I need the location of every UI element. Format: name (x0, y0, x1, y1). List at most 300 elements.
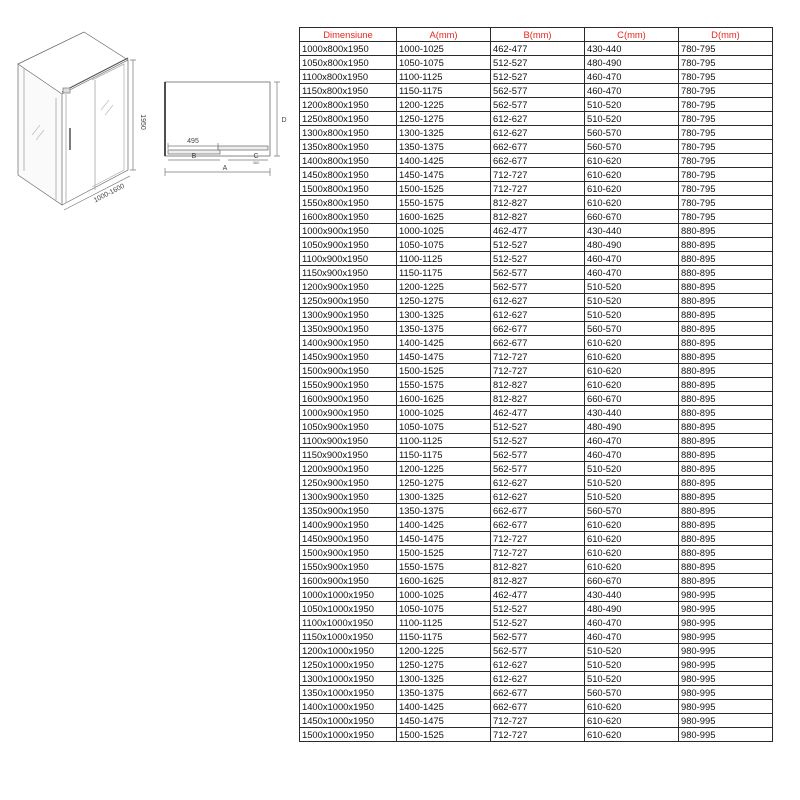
cell-c: 510-520 (585, 644, 679, 658)
cell-b: 612-627 (491, 126, 585, 140)
cell-a: 1150-1175 (397, 630, 491, 644)
cell-dimensiune: 1350x800x1950 (300, 140, 397, 154)
cell-b: 462-477 (491, 588, 585, 602)
cell-a: 1400-1425 (397, 336, 491, 350)
cell-dimensiune: 1000x900x1950 (300, 406, 397, 420)
cell-b: 512-527 (491, 238, 585, 252)
cell-b: 462-477 (491, 224, 585, 238)
cell-b: 662-677 (491, 686, 585, 700)
table-row (300, 70, 773, 84)
cell-d: 880-895 (679, 378, 773, 392)
cell-c: 460-470 (585, 434, 679, 448)
cell-a: 1250-1275 (397, 294, 491, 308)
cell-c: 610-620 (585, 518, 679, 532)
cell-b: 612-627 (491, 490, 585, 504)
table-row (300, 140, 773, 154)
table-row (300, 728, 773, 742)
cell-c: 610-620 (585, 336, 679, 350)
cell-c: 660-670 (585, 210, 679, 224)
cell-d: 880-895 (679, 350, 773, 364)
cell-d: 880-895 (679, 336, 773, 350)
cell-d: 980-995 (679, 728, 773, 742)
cell-b: 712-727 (491, 714, 585, 728)
cell-c: 480-490 (585, 56, 679, 70)
plan-drawing (165, 82, 280, 176)
cell-dimensiune: 1600x900x1950 (300, 574, 397, 588)
cell-d: 880-895 (679, 280, 773, 294)
cell-a: 1550-1575 (397, 378, 491, 392)
cell-b: 512-527 (491, 434, 585, 448)
table-row (300, 574, 773, 588)
cell-d: 780-795 (679, 168, 773, 182)
table-row (300, 546, 773, 560)
cell-a: 1300-1325 (397, 308, 491, 322)
cell-d: 780-795 (679, 84, 773, 98)
cell-b: 612-627 (491, 476, 585, 490)
table-row (300, 602, 773, 616)
cell-b: 812-827 (491, 392, 585, 406)
table-row (300, 266, 773, 280)
cell-b: 662-677 (491, 518, 585, 532)
cell-dimensiune: 1450x900x1950 (300, 532, 397, 546)
cell-c: 560-570 (585, 504, 679, 518)
cell-b: 562-577 (491, 266, 585, 280)
table-row (300, 462, 773, 476)
cell-dimensiune: 1550x800x1950 (300, 196, 397, 210)
table-row (300, 406, 773, 420)
cell-c: 510-520 (585, 490, 679, 504)
header-b: B(mm) (491, 28, 585, 42)
cell-c: 460-470 (585, 252, 679, 266)
cell-b: 812-827 (491, 574, 585, 588)
cell-dimensiune: 1000x800x1950 (300, 42, 397, 56)
cell-c: 460-470 (585, 70, 679, 84)
cell-a: 1050-1075 (397, 56, 491, 70)
cell-d: 980-995 (679, 616, 773, 630)
cell-d: 880-895 (679, 518, 773, 532)
cell-dimensiune: 1250x1000x1950 (300, 658, 397, 672)
cell-c: 430-440 (585, 42, 679, 56)
cell-dimensiune: 1250x900x1950 (300, 476, 397, 490)
cell-a: 1300-1325 (397, 672, 491, 686)
cell-b: 612-627 (491, 308, 585, 322)
table-row (300, 378, 773, 392)
cell-c: 560-570 (585, 322, 679, 336)
header-a: A(mm) (397, 28, 491, 42)
cell-dimensiune: 1450x1000x1950 (300, 714, 397, 728)
cell-dimensiune: 1350x900x1950 (300, 322, 397, 336)
cell-d: 980-995 (679, 602, 773, 616)
cell-a: 1000-1025 (397, 224, 491, 238)
cell-dimensiune: 1400x1000x1950 (300, 700, 397, 714)
plan-b-label: B (191, 153, 197, 160)
cell-d: 880-895 (679, 322, 773, 336)
cell-a: 1550-1575 (397, 196, 491, 210)
cell-b: 662-677 (491, 700, 585, 714)
table-row (300, 308, 773, 322)
cell-b: 612-627 (491, 672, 585, 686)
cell-dimensiune: 1250x800x1950 (300, 112, 397, 126)
cell-dimensiune: 1500x1000x1950 (300, 728, 397, 742)
cell-c: 480-490 (585, 238, 679, 252)
cell-d: 880-895 (679, 266, 773, 280)
header-dimensiune: Dimensiune (300, 28, 397, 42)
cell-d: 880-895 (679, 434, 773, 448)
cell-d: 780-795 (679, 210, 773, 224)
cell-dimensiune: 1350x900x1950 (300, 504, 397, 518)
plan-small-label: 360 (252, 160, 260, 165)
cell-a: 1450-1475 (397, 168, 491, 182)
perspective-height-label: 1950 (139, 114, 146, 130)
cell-dimensiune: 1000x900x1950 (300, 224, 397, 238)
cell-c: 510-520 (585, 658, 679, 672)
cell-c: 510-520 (585, 98, 679, 112)
cell-dimensiune: 1400x900x1950 (300, 336, 397, 350)
table-row (300, 182, 773, 196)
cell-dimensiune: 1300x1000x1950 (300, 672, 397, 686)
cell-d: 880-895 (679, 504, 773, 518)
perspective-width-label: 1000-1600 (92, 182, 126, 205)
cell-a: 1300-1325 (397, 126, 491, 140)
cell-dimensiune: 1600x800x1950 (300, 210, 397, 224)
cell-c: 610-620 (585, 154, 679, 168)
cell-b: 512-527 (491, 56, 585, 70)
cell-c: 660-670 (585, 392, 679, 406)
cell-dimensiune: 1100x1000x1950 (300, 616, 397, 630)
cell-b: 812-827 (491, 210, 585, 224)
cell-a: 1250-1275 (397, 112, 491, 126)
cell-dimensiune: 1050x1000x1950 (300, 602, 397, 616)
cell-dimensiune: 1600x900x1950 (300, 392, 397, 406)
table-row (300, 210, 773, 224)
plan-a-label: A (222, 165, 228, 172)
table-row (300, 588, 773, 602)
cell-a: 1350-1375 (397, 140, 491, 154)
table-row (300, 294, 773, 308)
cell-d: 780-795 (679, 140, 773, 154)
cell-d: 780-795 (679, 98, 773, 112)
cell-dimensiune: 1050x900x1950 (300, 420, 397, 434)
table-row (300, 322, 773, 336)
cell-a: 1050-1075 (397, 238, 491, 252)
cell-b: 812-827 (491, 196, 585, 210)
table-row (300, 518, 773, 532)
cell-c: 430-440 (585, 588, 679, 602)
table-row (300, 448, 773, 462)
cell-d: 780-795 (679, 182, 773, 196)
cell-c: 460-470 (585, 84, 679, 98)
cell-a: 1200-1225 (397, 644, 491, 658)
cell-dimensiune: 1500x800x1950 (300, 182, 397, 196)
cell-dimensiune: 1300x800x1950 (300, 126, 397, 140)
table-row (300, 42, 773, 56)
cell-b: 662-677 (491, 504, 585, 518)
cell-d: 980-995 (679, 630, 773, 644)
cell-a: 1300-1325 (397, 490, 491, 504)
table-row (300, 686, 773, 700)
cell-d: 880-895 (679, 238, 773, 252)
cell-dimensiune: 1350x1000x1950 (300, 686, 397, 700)
table-row (300, 112, 773, 126)
cell-c: 610-620 (585, 364, 679, 378)
cell-a: 1200-1225 (397, 98, 491, 112)
cell-b: 662-677 (491, 140, 585, 154)
cell-b: 562-577 (491, 630, 585, 644)
table-row (300, 560, 773, 574)
cell-b: 662-677 (491, 154, 585, 168)
cell-dimensiune: 1500x900x1950 (300, 546, 397, 560)
table-body (300, 42, 773, 742)
cell-a: 1500-1525 (397, 546, 491, 560)
cell-d: 880-895 (679, 252, 773, 266)
cell-b: 462-477 (491, 42, 585, 56)
cell-dimensiune: 1150x900x1950 (300, 266, 397, 280)
cell-dimensiune: 1200x900x1950 (300, 462, 397, 476)
technical-drawings (0, 0, 300, 800)
header-c: C(mm) (585, 28, 679, 42)
cell-dimensiune: 1100x800x1950 (300, 70, 397, 84)
cell-dimensiune: 1000x1000x1950 (300, 588, 397, 602)
table-row (300, 224, 773, 238)
table-row (300, 532, 773, 546)
cell-d: 780-795 (679, 112, 773, 126)
cell-a: 1600-1625 (397, 392, 491, 406)
cell-dimensiune: 1050x900x1950 (300, 238, 397, 252)
cell-dimensiune: 1450x900x1950 (300, 350, 397, 364)
cell-c: 510-520 (585, 112, 679, 126)
cell-b: 612-627 (491, 658, 585, 672)
cell-dimensiune: 1550x900x1950 (300, 378, 397, 392)
table-row (300, 280, 773, 294)
cell-c: 510-520 (585, 462, 679, 476)
cell-dimensiune: 1200x900x1950 (300, 280, 397, 294)
cell-b: 712-727 (491, 182, 585, 196)
cell-dimensiune: 1250x900x1950 (300, 294, 397, 308)
cell-d: 880-895 (679, 476, 773, 490)
table-row (300, 196, 773, 210)
plan-d-label: D (281, 117, 287, 124)
cell-b: 712-727 (491, 728, 585, 742)
cell-dimensiune: 1150x900x1950 (300, 448, 397, 462)
cell-d: 880-895 (679, 532, 773, 546)
cell-c: 610-620 (585, 728, 679, 742)
cell-d: 880-895 (679, 224, 773, 238)
cell-a: 1000-1025 (397, 42, 491, 56)
table-row (300, 252, 773, 266)
cell-d: 880-895 (679, 308, 773, 322)
table-header (300, 28, 773, 42)
cell-a: 1100-1125 (397, 252, 491, 266)
cell-c: 610-620 (585, 560, 679, 574)
cell-a: 1500-1525 (397, 728, 491, 742)
cell-b: 712-727 (491, 532, 585, 546)
cell-a: 1000-1025 (397, 406, 491, 420)
cell-d: 780-795 (679, 154, 773, 168)
cell-a: 1450-1475 (397, 532, 491, 546)
table-row (300, 434, 773, 448)
table-row (300, 98, 773, 112)
cell-dimensiune: 1100x900x1950 (300, 252, 397, 266)
cell-b: 812-827 (491, 378, 585, 392)
table-row (300, 476, 773, 490)
table-row (300, 672, 773, 686)
cell-c: 460-470 (585, 448, 679, 462)
cell-b: 712-727 (491, 364, 585, 378)
cell-d: 880-895 (679, 462, 773, 476)
cell-c: 610-620 (585, 168, 679, 182)
cell-c: 510-520 (585, 308, 679, 322)
cell-d: 880-895 (679, 560, 773, 574)
table-row (300, 658, 773, 672)
cell-d: 980-995 (679, 686, 773, 700)
perspective-drawing (18, 32, 136, 210)
cell-a: 1150-1175 (397, 84, 491, 98)
cell-d: 980-995 (679, 658, 773, 672)
table-row (300, 336, 773, 350)
cell-a: 1600-1625 (397, 574, 491, 588)
cell-c: 610-620 (585, 714, 679, 728)
cell-a: 1200-1225 (397, 280, 491, 294)
cell-a: 1050-1075 (397, 420, 491, 434)
cell-a: 1200-1225 (397, 462, 491, 476)
cell-dimensiune: 1150x800x1950 (300, 84, 397, 98)
cell-b: 562-577 (491, 98, 585, 112)
cell-dimensiune: 1400x800x1950 (300, 154, 397, 168)
table-row (300, 490, 773, 504)
cell-c: 460-470 (585, 630, 679, 644)
cell-b: 512-527 (491, 616, 585, 630)
cell-b: 812-827 (491, 560, 585, 574)
cell-a: 1350-1375 (397, 504, 491, 518)
cell-b: 512-527 (491, 252, 585, 266)
cell-dimensiune: 1300x900x1950 (300, 490, 397, 504)
cell-a: 1100-1125 (397, 70, 491, 84)
cell-b: 712-727 (491, 546, 585, 560)
cell-c: 560-570 (585, 686, 679, 700)
cell-a: 1100-1125 (397, 434, 491, 448)
cell-b: 562-577 (491, 280, 585, 294)
cell-b: 612-627 (491, 112, 585, 126)
table-row (300, 126, 773, 140)
cell-d: 880-895 (679, 294, 773, 308)
cell-d: 880-895 (679, 406, 773, 420)
cell-c: 510-520 (585, 280, 679, 294)
cell-d: 880-895 (679, 392, 773, 406)
cell-c: 480-490 (585, 420, 679, 434)
table-row (300, 84, 773, 98)
cell-b: 712-727 (491, 168, 585, 182)
cell-c: 610-620 (585, 546, 679, 560)
cell-b: 512-527 (491, 420, 585, 434)
plan-c-label: C (253, 153, 259, 160)
cell-a: 1250-1275 (397, 658, 491, 672)
cell-b: 662-677 (491, 322, 585, 336)
table-row (300, 350, 773, 364)
header-row (300, 28, 773, 42)
table-row (300, 630, 773, 644)
table-row (300, 644, 773, 658)
cell-a: 1050-1075 (397, 602, 491, 616)
cell-c: 610-620 (585, 196, 679, 210)
dimensions-table (299, 27, 773, 742)
cell-dimensiune: 1300x900x1950 (300, 308, 397, 322)
cell-c: 510-520 (585, 476, 679, 490)
cell-d: 880-895 (679, 546, 773, 560)
cell-a: 1400-1425 (397, 518, 491, 532)
cell-b: 662-677 (491, 336, 585, 350)
table-row (300, 616, 773, 630)
cell-c: 560-570 (585, 126, 679, 140)
cell-dimensiune: 1200x800x1950 (300, 98, 397, 112)
cell-a: 1150-1175 (397, 266, 491, 280)
cell-a: 1250-1275 (397, 476, 491, 490)
cell-dimensiune: 1450x800x1950 (300, 168, 397, 182)
cell-a: 1550-1575 (397, 560, 491, 574)
cell-c: 610-620 (585, 378, 679, 392)
cell-a: 1350-1375 (397, 322, 491, 336)
cell-c: 560-570 (585, 140, 679, 154)
cell-a: 1450-1475 (397, 350, 491, 364)
cell-dimensiune: 1500x900x1950 (300, 364, 397, 378)
cell-d: 780-795 (679, 56, 773, 70)
header-d: D(mm) (679, 28, 773, 42)
cell-c: 430-440 (585, 406, 679, 420)
cell-dimensiune: 1200x1000x1950 (300, 644, 397, 658)
cell-c: 460-470 (585, 266, 679, 280)
table-row (300, 364, 773, 378)
cell-dimensiune: 1400x900x1950 (300, 518, 397, 532)
cell-c: 610-620 (585, 350, 679, 364)
cell-d: 980-995 (679, 644, 773, 658)
cell-a: 1500-1525 (397, 182, 491, 196)
table-row (300, 154, 773, 168)
cell-a: 1150-1175 (397, 448, 491, 462)
cell-b: 512-527 (491, 70, 585, 84)
cell-dimensiune: 1550x900x1950 (300, 560, 397, 574)
cell-d: 780-795 (679, 196, 773, 210)
table-row (300, 714, 773, 728)
cell-d: 880-895 (679, 574, 773, 588)
cell-c: 480-490 (585, 602, 679, 616)
cell-a: 1400-1425 (397, 700, 491, 714)
cell-c: 510-520 (585, 672, 679, 686)
cell-b: 562-577 (491, 644, 585, 658)
cell-b: 712-727 (491, 350, 585, 364)
cell-d: 880-895 (679, 490, 773, 504)
table-row (300, 420, 773, 434)
cell-a: 1400-1425 (397, 154, 491, 168)
cell-d: 980-995 (679, 588, 773, 602)
cell-d: 980-995 (679, 714, 773, 728)
cell-dimensiune: 1150x1000x1950 (300, 630, 397, 644)
cell-b: 462-477 (491, 406, 585, 420)
table-row (300, 700, 773, 714)
cell-d: 780-795 (679, 42, 773, 56)
table-row (300, 168, 773, 182)
cell-a: 1500-1525 (397, 364, 491, 378)
cell-c: 660-670 (585, 574, 679, 588)
cell-a: 1100-1125 (397, 616, 491, 630)
cell-b: 562-577 (491, 448, 585, 462)
cell-dimensiune: 1100x900x1950 (300, 434, 397, 448)
cell-d: 880-895 (679, 448, 773, 462)
cell-b: 512-527 (491, 602, 585, 616)
cell-dimensiune: 1050x800x1950 (300, 56, 397, 70)
cell-d: 780-795 (679, 126, 773, 140)
table-row (300, 238, 773, 252)
cell-a: 1000-1025 (397, 588, 491, 602)
table-row (300, 56, 773, 70)
